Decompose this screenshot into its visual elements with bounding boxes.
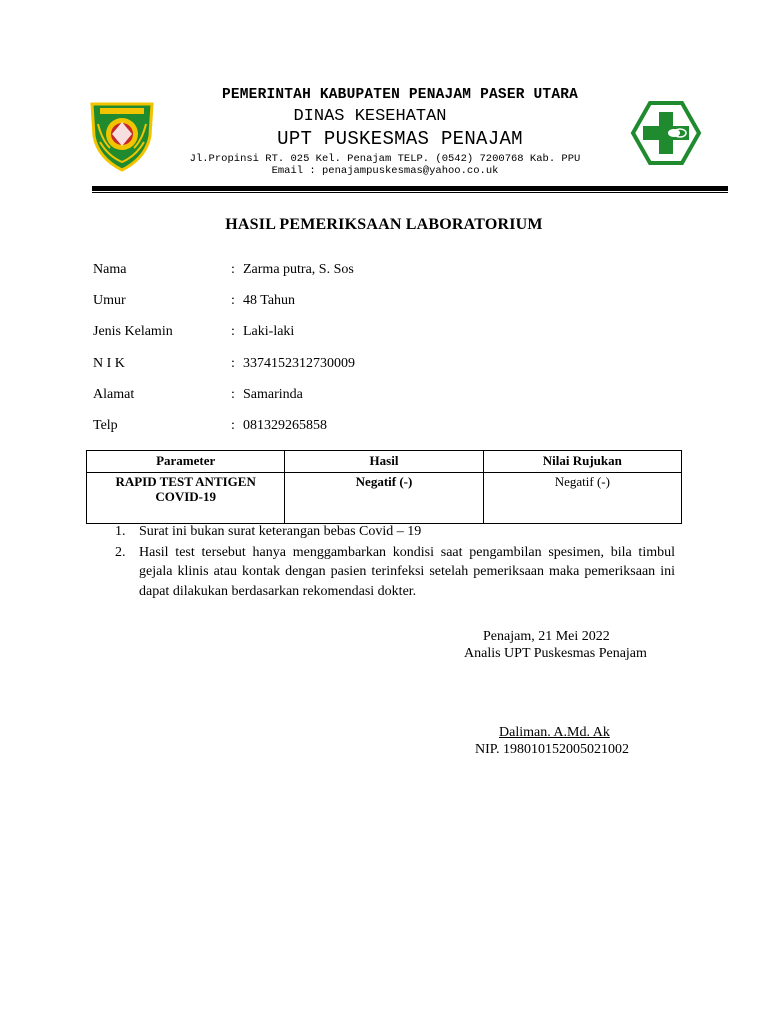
parameter-line: RAPID TEST ANTIGEN	[115, 474, 256, 489]
letterhead-divider-thin	[92, 192, 728, 193]
notes-list	[115, 522, 675, 601]
info-colon: :	[231, 293, 235, 308]
info-value: Samarinda	[243, 387, 303, 402]
info-value: 3374152312730009	[243, 356, 355, 371]
header-parameter: Parameter	[87, 451, 285, 473]
letterhead-email: Email : penajampuskesmas@yahoo.co.uk	[271, 165, 499, 177]
info-label: Nama	[93, 262, 127, 277]
note-number: 2.	[115, 544, 126, 560]
info-label: Telp	[93, 418, 118, 433]
letterhead-address: Jl.Propinsi RT. 025 Kel. Penajam TELP. (0542) 7200768 Kab. PPU	[189, 153, 581, 165]
cell-reference: Negatif (-)	[483, 473, 681, 524]
letterhead-government: PEMERINTAH KABUPATEN PENAJAM PASER UTARA	[221, 87, 579, 103]
info-colon: :	[231, 356, 235, 371]
document-title: HASIL PEMERIKSAAN LABORATORIUM	[225, 216, 543, 233]
info-value: 48 Tahun	[243, 293, 296, 308]
letterhead-department: DINAS KESEHATAN	[293, 107, 447, 126]
regency-emblem-icon	[86, 96, 158, 172]
info-value: Zarma putra, S. Sos	[243, 262, 354, 277]
note-text: Hasil test tersebut hanya menggambarkan kondisi saat pengambilan spesimen, bila timbul gejala klinis atau kontak dengan pasien terinfeksi setelah pemeriksaan maka pemeriksaan ini dapat dilakukan berdasarkan rekomendasi dokter.	[139, 544, 675, 599]
info-value: 081329265858	[243, 418, 327, 433]
signature-place-date: Penajam, 21 Mei 2022	[483, 629, 610, 644]
info-label: Alamat	[93, 387, 135, 402]
signature-nip: NIP. 198010152005021002	[475, 742, 630, 757]
note-text: Surat ini bukan surat keterangan bebas Covid – 19	[139, 524, 422, 539]
info-colon: :	[231, 262, 235, 277]
info-colon: :	[231, 387, 235, 402]
cell-result: Negatif (-)	[285, 473, 483, 524]
header-nilai-rujukan: Nilai Rujukan	[483, 451, 681, 473]
info-label: Umur	[93, 293, 126, 308]
letterhead-divider-thick	[92, 186, 728, 191]
table-row	[87, 473, 682, 524]
letterhead-unit: UPT PUSKESMAS PENAJAM	[277, 128, 523, 150]
info-colon: :	[231, 324, 235, 339]
puskesmas-cross-icon	[630, 100, 702, 166]
info-label: N I K	[93, 356, 125, 371]
list-item	[115, 543, 675, 602]
info-colon: :	[231, 418, 235, 433]
table-header-row	[87, 451, 682, 473]
info-label: Jenis Kelamin	[93, 324, 173, 339]
signature-name: Daliman. A.Md. Ak	[499, 725, 610, 740]
header-hasil: Hasil	[285, 451, 483, 473]
cell-parameter	[87, 473, 285, 524]
info-value: Laki-laki	[243, 324, 295, 339]
note-number: 1.	[115, 524, 126, 539]
results-table	[86, 450, 682, 524]
parameter-line: COVID-19	[155, 489, 216, 504]
list-item	[115, 522, 675, 542]
signature-role: Analis UPT Puskesmas Penajam	[464, 646, 647, 661]
